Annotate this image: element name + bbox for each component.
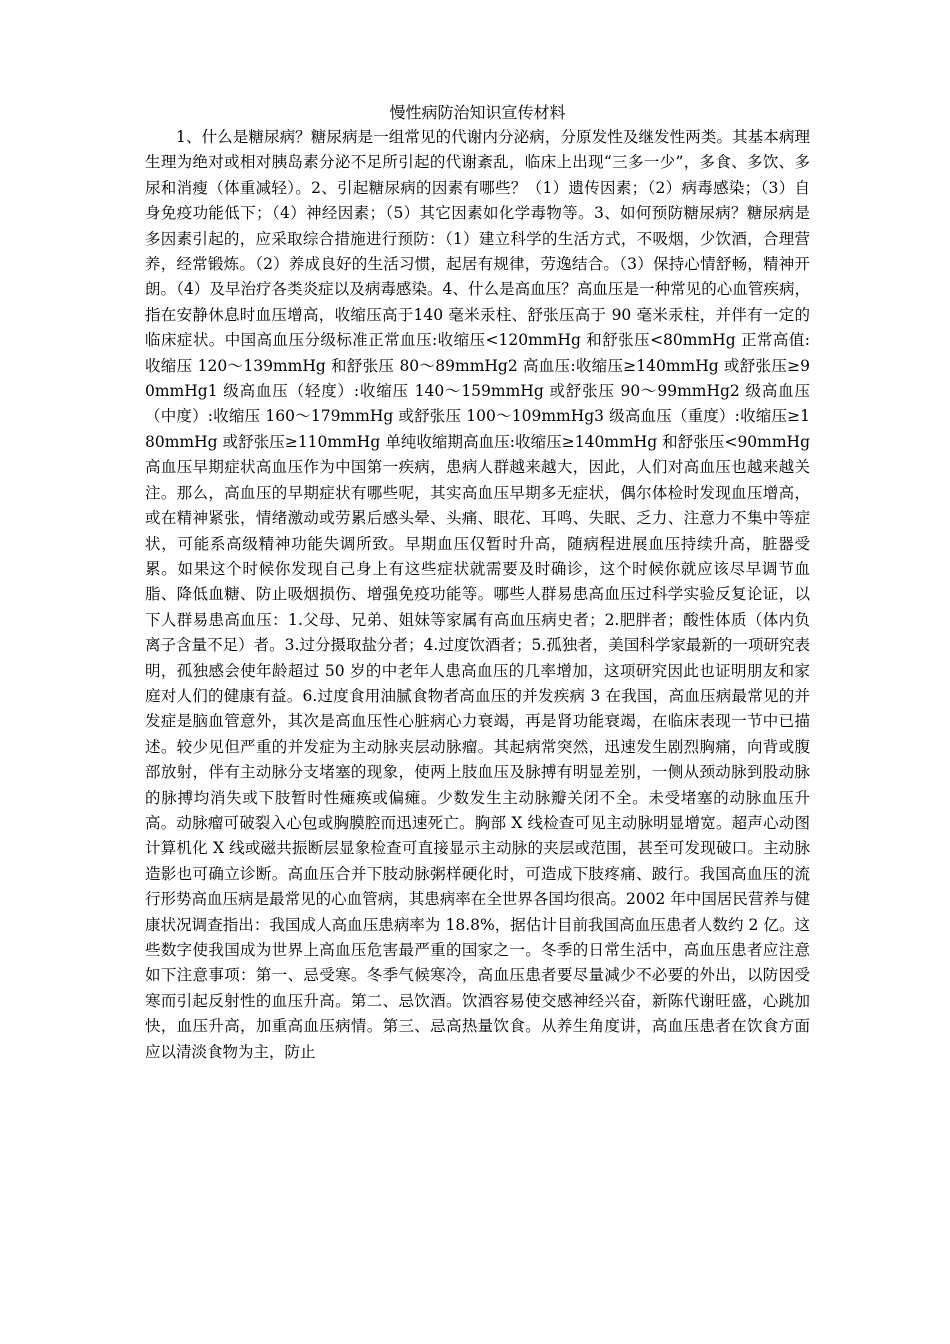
document-title: 慢性病防治知识宣传材料 <box>389 103 566 122</box>
document-body: 1、什么是糖尿病？糖尿病是一组常见的代谢内分泌病，分原发性及继发性两类。其基本病理生理为绝对或相对胰岛素分泌不足所引起的代谢紊乱，临床上出现“三多一少”，多食、多饮、多尿和消瘦（体重减轻）。2、引起糖尿病的因素有哪些？（1）遗传因素；（2）病毒感染；（3）自身免疫功能低下；（4）神经因素；（5）其它因素如化学毒物等。3、如何预防糖尿病？糖尿病是多因素引起的，应采取综合措施进行预防：（1）建立科学的生活方式，不吸烟，少饮酒，合理营养，经常锻炼。（2）养成良好的生活习惯，起居有规律，劳逸结合。（3）保持心情舒畅，精神开朗。（4）及早治疗各类炎症以及病毒感染。4、什么是高血压？高血压是一种常见的心血管疾病，指在安静休息时血压增高，收缩压高于140 毫米汞柱、舒张压高于 90 毫米汞柱，并伴有一定的临床症状。中国高血压分级标准正常血压:收缩压<120mmHg 和舒张压<80mmHg 正常高值:收缩压 120～139mmHg 和舒张压 80～89mmHg2 高血压:收缩压≥140mmHg 或舒张压≥90mmHg1 级高血压（轻度）:收缩压 140～159mmHg 或舒张压 90～99mmHg2 级高血压（中度）:收缩压 160～179mmHg 或舒张压 100～109mmHg3 级高血压（重度）:收缩压≥180mmHg 或舒张压≥110mmHg 单纯收缩期高血压:收缩压≥140mmHg 和舒张压<90mmHg 高血压早期症状高血压作为中国第一疾病，患病人群越来越大，因此，人们对高血压也越来越关注。那么，高血压的早期症状有哪些呢，其实高血压早期多无症状，偶尔体检时发现血压增高，或在精神紧张，情绪激动或劳累后感头晕、头痛、眼花、耳鸣、失眠、乏力、注意力不集中等症状，可能系高级精神功能失调所致。早期血压仅暂时升高，随病程进展血压持续升高，脏器受累。如果这个时候你发现自己身上有这些症状就需要及时确诊，这个时候你就应该尽早调节血脂、降低血糖、防止吸烟损伤、增强免疫功能等。哪些人群易患高血压过科学实验反复论证，以下人群易患高血压：1.父母、兄弟、姐妹等家属有高血压病史者；2.肥胖者；酸性体质（体内负离子含量不足）者。3.过分摄取盐分者；4.过度饮酒者；5.孤独者，美国科学家最新的一项研究表明，孤独感会使年龄超过 50 岁的中老年人患高血压的几率增加，这项研究因此也证明朋友和家庭对人们的健康有益。6.过度食用油腻食物者高血压的并发疾病 3 在我国，高血压病最常见的并发症是脑血管意外，其次是高血压性心脏病心力衰竭，再是肾功能衰竭，在临床表现一节中已描述。较少见但严重的并发症为主动脉夹层动脉瘤。其起病常突然，迅速发生剧烈胸痛，向背或腹部放射，伴有主动脉分支堵塞的现象，使两上肢血压及脉搏有明显差别，一侧从颈动脉到股动脉的脉搏均消失或下肢暂时性瘫痪或偏瘫。少数发生主动脉瓣关闭不全。未受堵塞的动脉血压升高。动脉瘤可破裂入心包或胸膜腔而迅速死亡。胸部 X 线检查可见主动脉明显增宽。超声心动图计算机化 X 线或磁共振断层显象检查可直接显示主动脉的夹层或范围，甚至可发现破口。主动脉造影也可确立诊断。高血压合并下肢动脉粥样硬化时，可造成下肢疼痛、跛行。我国高血压的流行形势高血压病是最常见的心血管病，其患病率在全世界各国均很高。2002 年中国居民营养与健康状况调查指出：我国成人高血压患病率为 18.8%，据估计目前我国高血压患者人数约 2 亿。这些数字使我国成为世界上高血压危害最严重的国家之一。冬季的日常生活中，高血压患者应注意如下注意事项：第一、忌受寒。冬季气候寒冷，高血压患者要尽量减少不必要的外出，以防因受寒而引起反射性的血压升高。第二、忌饮酒。饮酒容易使交感神经兴奋，新陈代谢旺盛，心跳加快，血压升高，加重高血压病情。第三、忌高热量饮食。从养生角度讲，高血压患者在饮食方面应以清淡食物为主，防止 <box>145 128 810 1061</box>
document-page <box>145 101 810 1065</box>
